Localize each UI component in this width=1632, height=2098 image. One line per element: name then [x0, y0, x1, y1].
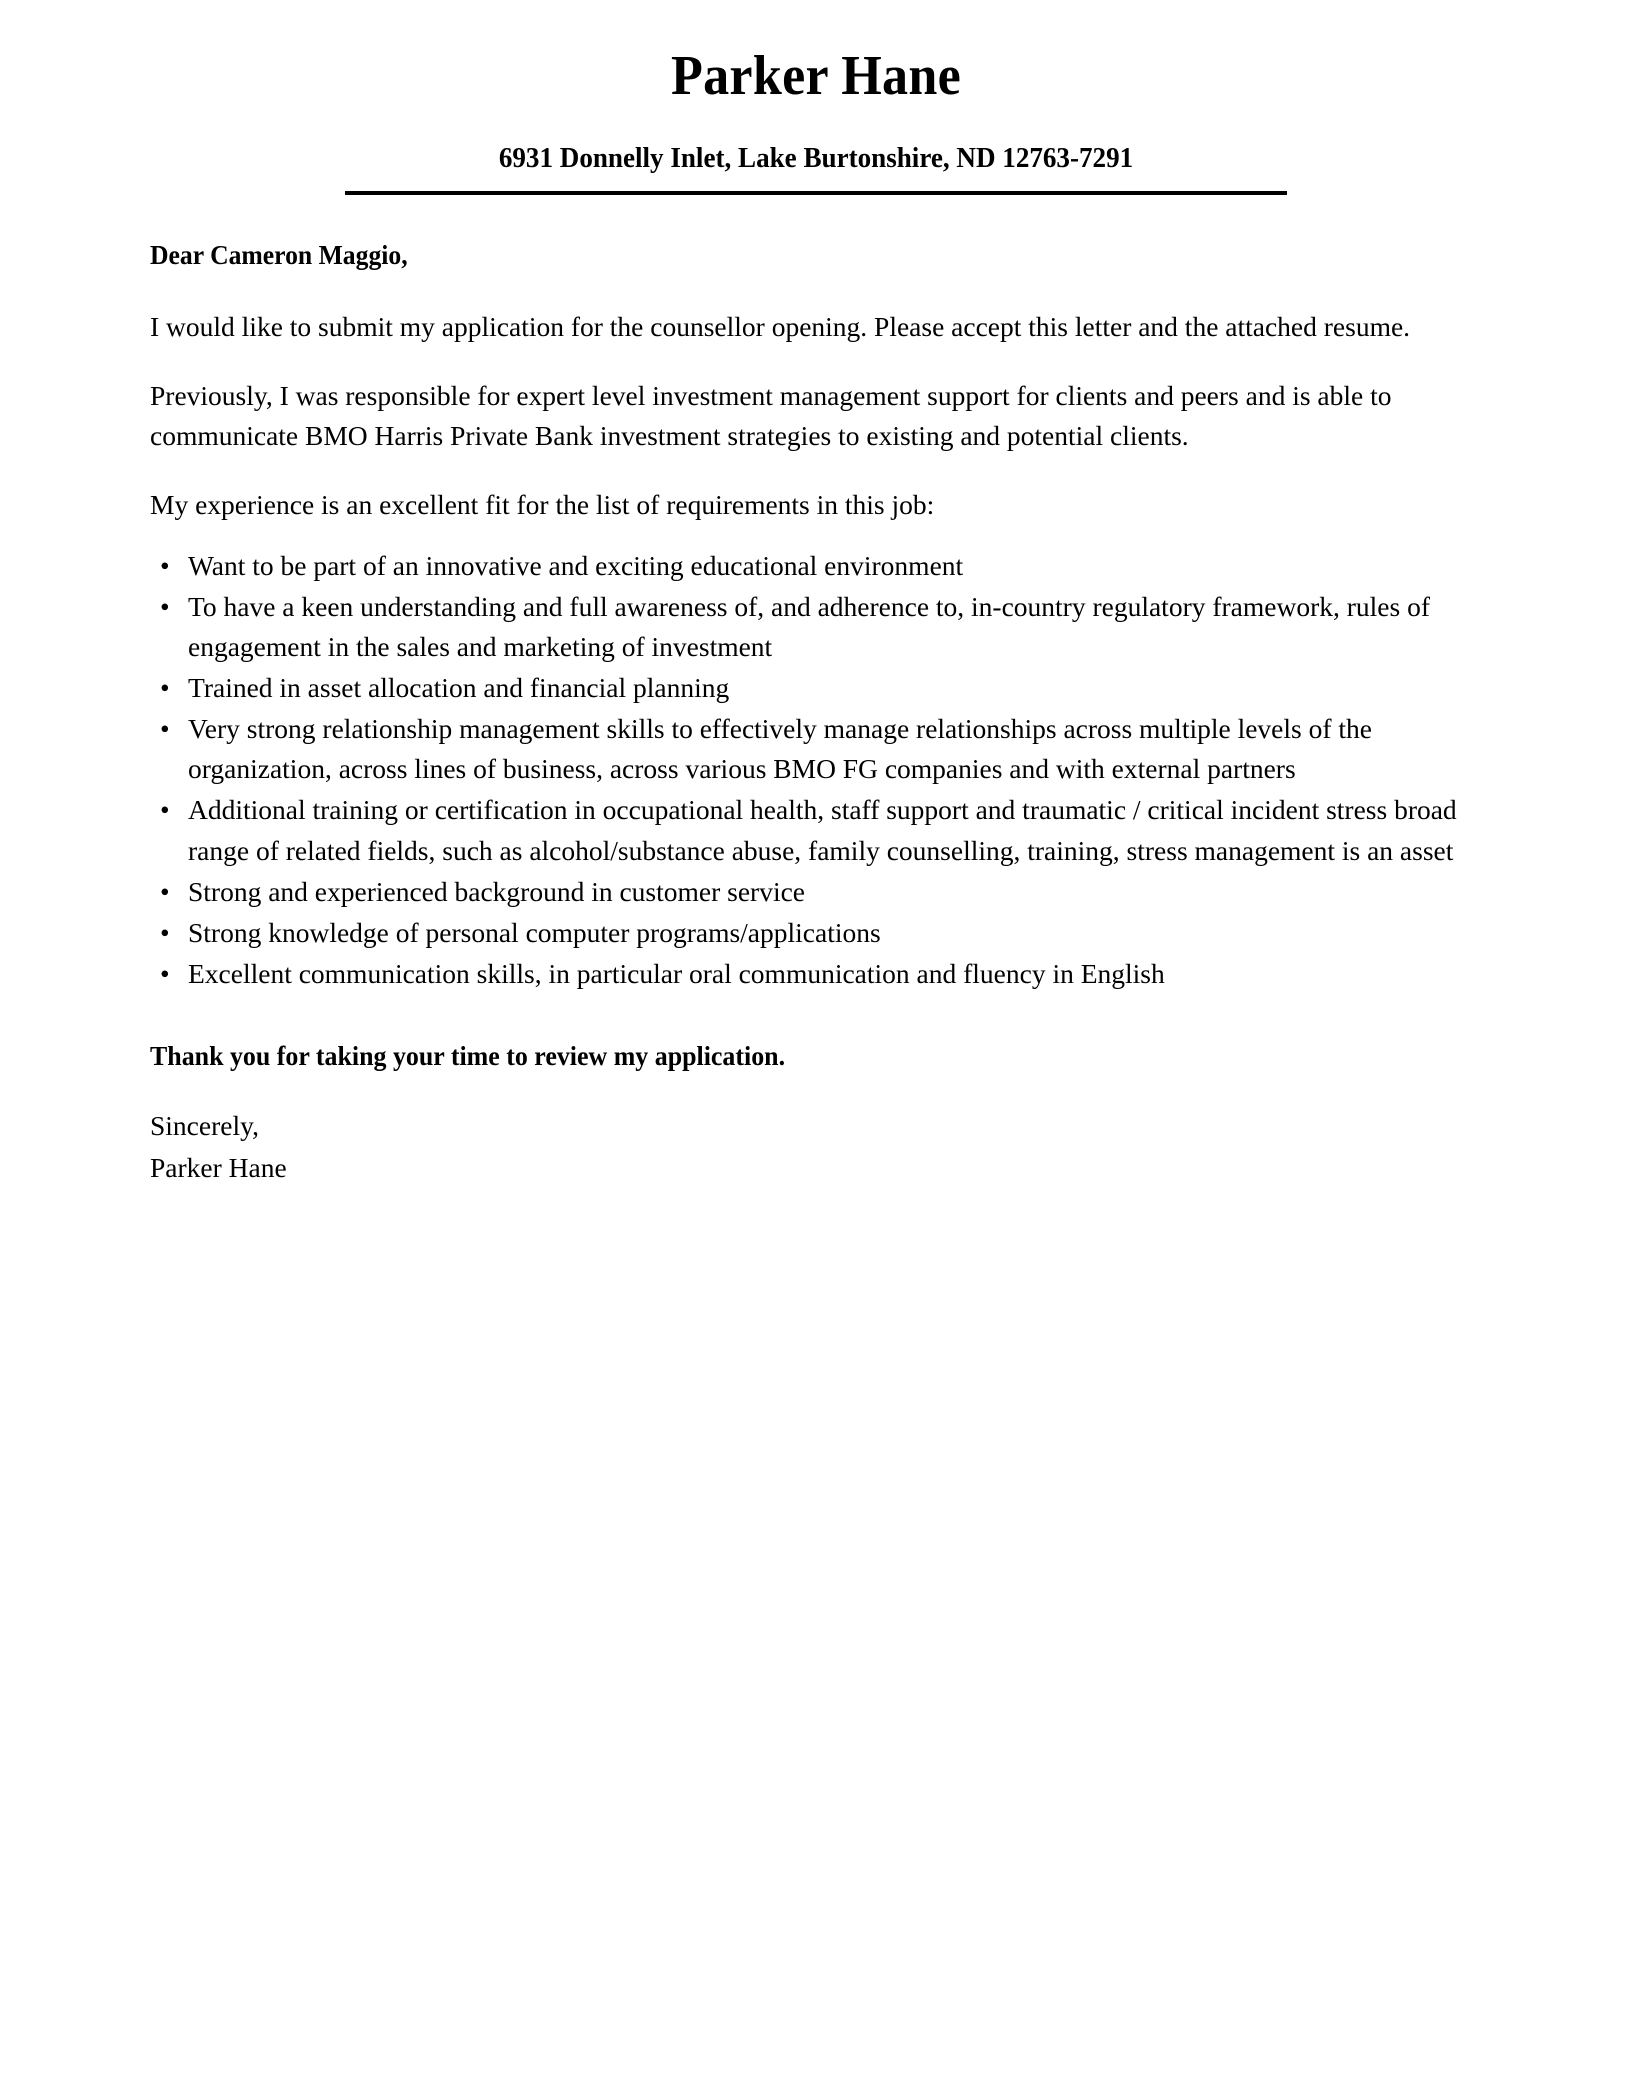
header-divider: [345, 191, 1287, 195]
bullet-icon: •: [160, 794, 170, 826]
list-item: [150, 954, 1504, 994]
closing-thanks: Thank you for taking your time to review my application.: [150, 1041, 786, 1072]
list-item: [150, 546, 1504, 586]
bullet-icon: •: [160, 713, 170, 745]
paragraph-intro: I would like to submit my application for the counsellor opening. Please accept this letter and the attached resume.: [150, 311, 1411, 343]
list-item-label: Want to be part of an innovative and exciting educational environment: [188, 549, 964, 581]
salutation: Dear Cameron Maggio,: [150, 239, 408, 270]
letterhead: [0, 0, 1632, 195]
list-item-label: Strong knowledge of personal computer programs/applications: [188, 916, 881, 948]
paragraph-experience: Previously, I was responsible for expert level investment management support for clients and peers and is able to communicate BMO Harris Private Bank investment strategies to existing and potential clients.: [150, 380, 1392, 452]
list-item-label: Additional training or certification in occupational health, staff support and traumatic / critical incident stress broad range of related fields, such as alcohol/substance abuse, family counselling, training, stress management is an asset: [188, 794, 1457, 866]
letter-body: [0, 237, 1632, 1189]
bullet-icon: •: [160, 957, 170, 989]
bullet-icon: •: [160, 672, 170, 703]
bullet-icon: •: [160, 916, 170, 948]
requirements-intro: My experience is an excellent fit for the list of requirements in this job:: [150, 489, 935, 521]
list-item-label: Excellent communication skills, in particular oral communication and fluency in English: [188, 957, 1165, 989]
list-item: [150, 913, 1504, 953]
list-item-label: Very strong relationship management skills to effectively manage relationships across multiple levels of the organization, across lines of business, across various BMO FG companies and with external partners: [188, 713, 1372, 785]
requirements-list: [150, 546, 1504, 995]
list-item: [150, 668, 1504, 708]
signature-name: Parker Hane: [150, 1152, 287, 1184]
list-item-label: Strong and experienced background in customer service: [188, 875, 806, 907]
list-item: [150, 587, 1504, 667]
list-item-label: To have a keen understanding and full awareness of, and adherence to, in-country regulatory framework, rules of engagement in the sales and marketing of investment: [188, 590, 1430, 662]
bullet-icon: •: [160, 549, 170, 581]
page-title: Parker Hane: [671, 45, 961, 107]
bullet-icon: •: [160, 590, 170, 622]
signoff: Sincerely,: [150, 1109, 259, 1141]
bullet-icon: •: [160, 875, 170, 907]
list-item: [150, 709, 1504, 789]
list-item: [150, 872, 1504, 912]
sender-address: 6931 Donnelly Inlet, Lake Burtonshire, ND 12763-7291: [498, 143, 1134, 175]
list-item-label: Trained in asset allocation and financial planning: [188, 672, 730, 703]
list-item: [150, 790, 1504, 870]
